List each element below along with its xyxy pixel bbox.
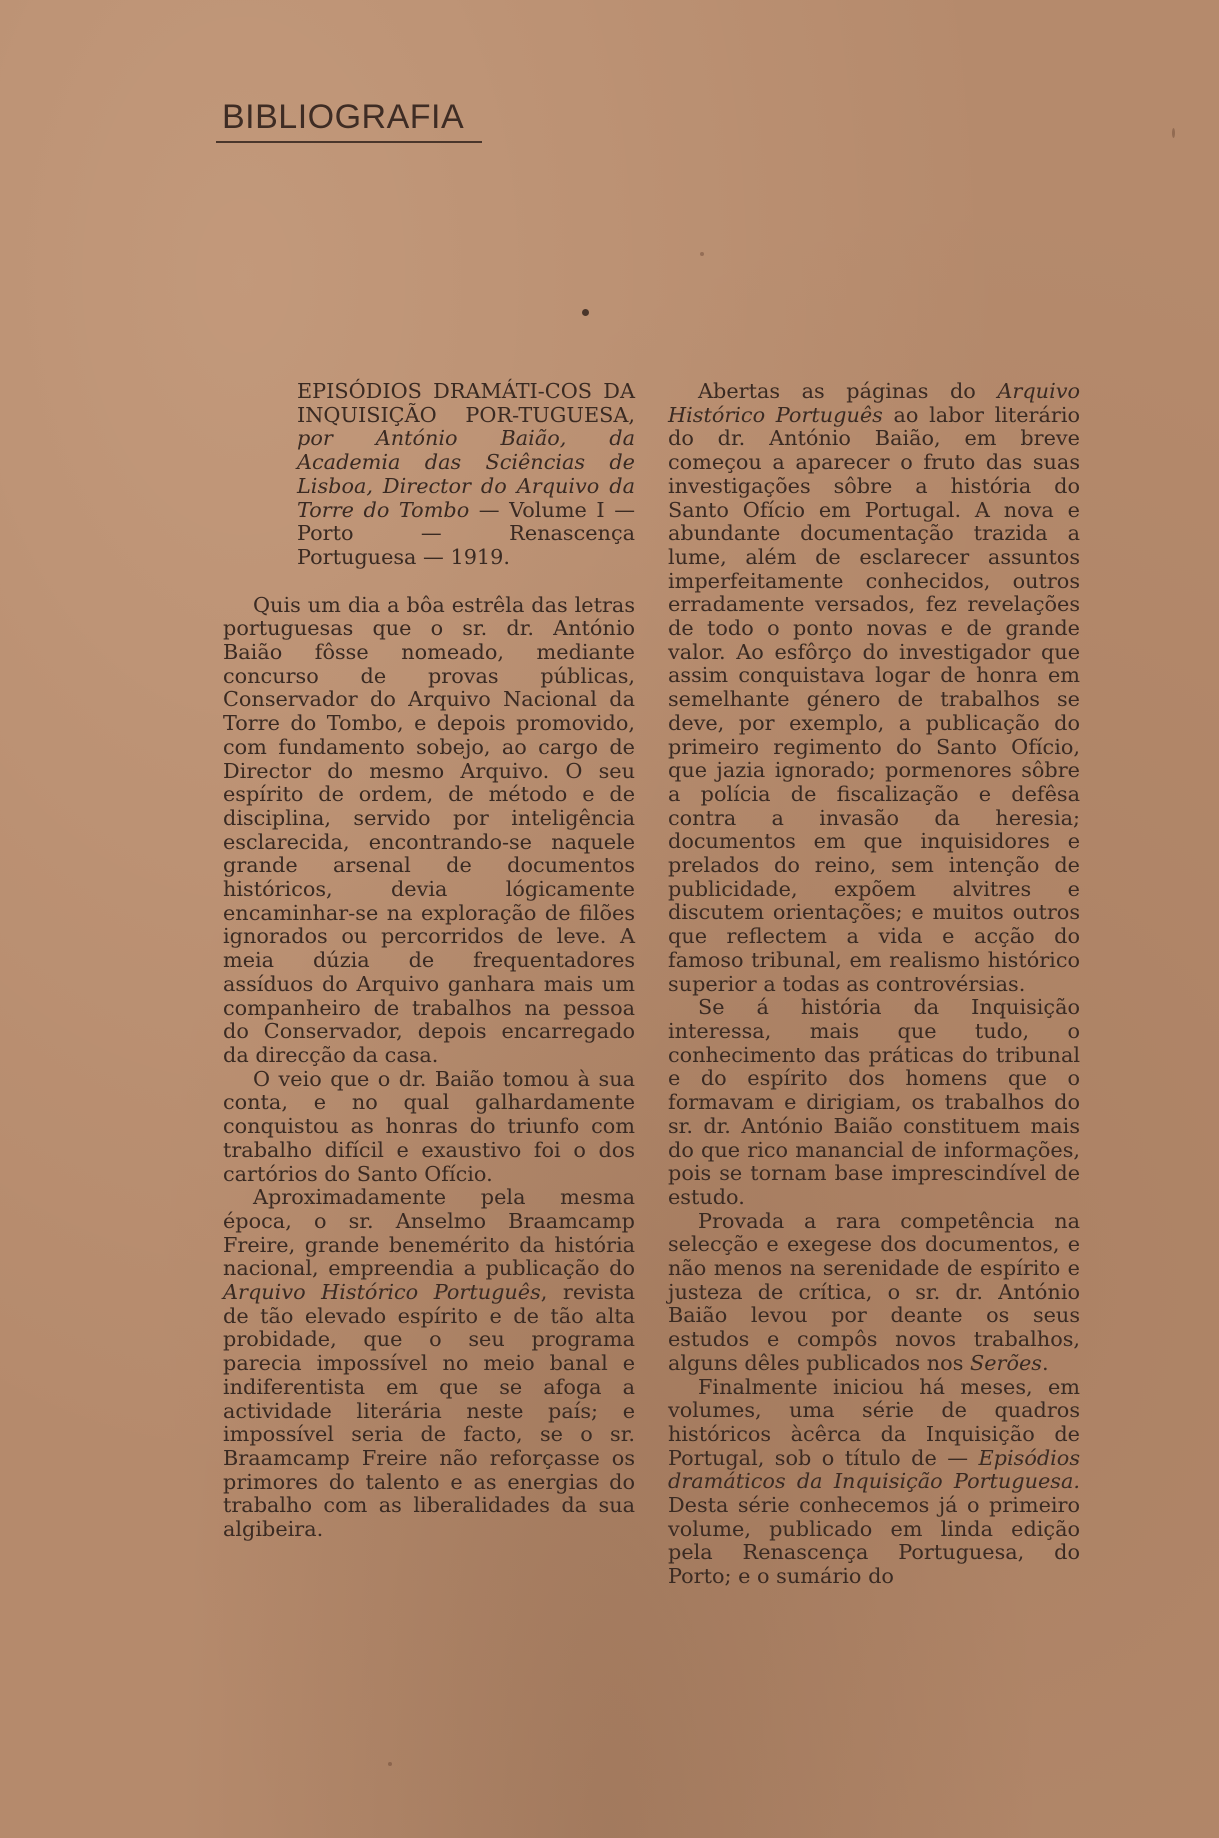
paragraph bbox=[668, 1210, 1080, 1376]
journal-title: Arquivo Histórico Português bbox=[668, 379, 1080, 427]
paragraph bbox=[223, 594, 635, 1068]
left-column bbox=[223, 380, 635, 1542]
paragraph-text: Aproximadamente pela mesma época, o sr. Anselmo Braamcamp Freire, grande benemérito da história nacional, empreendia a publicação do bbox=[223, 1185, 635, 1281]
paragraph bbox=[668, 996, 1080, 1209]
heading-underline bbox=[216, 141, 482, 143]
paragraph-text: Finalmente iniciou há meses, em volumes, uma série de quadros históricos àcêrca da Inquisição de Portugal, sob o título de — bbox=[668, 1374, 1080, 1470]
paragraph-text: O veio que o dr. Baião tomou à sua conta, e no qual galhardamente conquistou as honras do triunfo com trabalho difícil e exaustivo foi o dos cartórios do Santo Ofício. bbox=[223, 1066, 635, 1186]
paragraph-text: . bbox=[1041, 1350, 1049, 1375]
paragraph bbox=[668, 380, 1080, 996]
section-heading: BIBLIOGRAFIA bbox=[222, 98, 465, 136]
journal-title: Serões bbox=[969, 1350, 1042, 1375]
ornament-dot bbox=[582, 309, 589, 316]
right-column bbox=[668, 380, 1080, 1589]
paragraph-text: Quis um dia a bôa estrêla das letras portuguesas que o sr. dr. António Baião fôsse nomeado, mediante concurso de provas públicas, Conservador do Arquivo Nacional da Torre do Tombo, e depois promovido, com fundamento sobejo, ao cargo de Director do mesmo Arquivo. O seu espírito de ordem, de método e de disciplina, servido por inteligência esclarecida, encontrando-se naquele grande arsenal de documentos históricos, devia lógicamente encaminhar-se na exploração de filões ignorados ou percorridos de leve. A meia dúzia de frequentadores assíduos do Arquivo ganhara mais um companheiro de trabalhos na pessoa do Conservador, depois encarregado da direcção da casa. bbox=[223, 592, 635, 1067]
entry-imprint: — Volume I — Porto — Renascença Portuguesa — 1919. bbox=[297, 497, 635, 569]
paragraph-text: ao labor literário do dr. António Baião, em breve começou a aparecer o fruto das suas investigações sôbre a história do Santo Ofício em Portugal. A nova e abundante documentação trazida a lume, além de esclarecer assuntos imperfeitamente conhecidos, outros erradamente versados, fez revelações de todo o ponto novas e de grande valor. Ao esfôrço do investigador que assim conquistava logar de honra em semelhante género de trabalhos se deve, por exemplo, a publicação do primeiro regimento do Santo Ofício, que jazia ignorado; pormenores sôbre a polícia de fiscalização e defêsa contra a invasão da heresia; documentos em que inquisidores e prelados do reino, sem intenção de publicidade, expõem alvitres e discutem orientações; e muitos outros que reflectem a vida e acção do famoso tribunal, em realismo histórico superior a todas as controvérsias. bbox=[668, 402, 1081, 996]
bibliographic-entry bbox=[223, 380, 635, 570]
paragraph bbox=[223, 1186, 635, 1542]
paragraph-text: Desta série conhecemos já o primeiro volume, publicado em linda edição pela Renascença Portuguesa, do Porto; e o sumário do bbox=[668, 1493, 1080, 1589]
journal-title: Arquivo Histórico Português bbox=[223, 1280, 541, 1305]
paragraph bbox=[668, 1376, 1080, 1589]
paper-spot bbox=[388, 1762, 392, 1766]
book-title: Episódios dramáticos da Inquisição Portuguesa. bbox=[668, 1445, 1080, 1494]
paragraph bbox=[223, 1068, 635, 1187]
paper-spot bbox=[700, 252, 704, 256]
paragraph-text: Provada a rara competência na selecção e exegese dos documentos, e não menos na serenidade de espírito e justeza de crítica, o sr. dr. António Baião levou por deante os seus estudos e compôs novos trabalhos, alguns dêles publicados nos bbox=[668, 1208, 1080, 1375]
paragraph-text: Se á história da Inquisição interessa, mais que tudo, o conhecimento das práticas do tribunal e do espírito dos homens que o formavam e dirigiam, os trabalhos do sr. dr. António Baião constituem mais do que rico manancial de informações, pois se tornam base imprescindível de estudo. bbox=[668, 995, 1080, 1209]
entry-title: EPISÓDIOS DRAMÁTI-COS DA INQUISIÇÃO POR-TUGUESA, bbox=[297, 379, 635, 427]
paper-spot bbox=[1172, 128, 1175, 138]
paragraph-text: Abertas as páginas do bbox=[698, 379, 998, 403]
paragraph-text: , revista de tão elevado espírito e de tão alta probidade, que o seu programa parecia impossível no meio banal e indiferentista em que se afoga a actividade literária neste país; e impossível seria de facto, se o sr. Braamcamp Freire não reforçasse os primores do talento e as energias do trabalho com as liberalidades da sua algibeira. bbox=[223, 1280, 635, 1542]
entry-author: por António Baião, da Academia das Sciências de Lisboa, Director do Arquivo da Torre do Tombo bbox=[297, 426, 635, 522]
